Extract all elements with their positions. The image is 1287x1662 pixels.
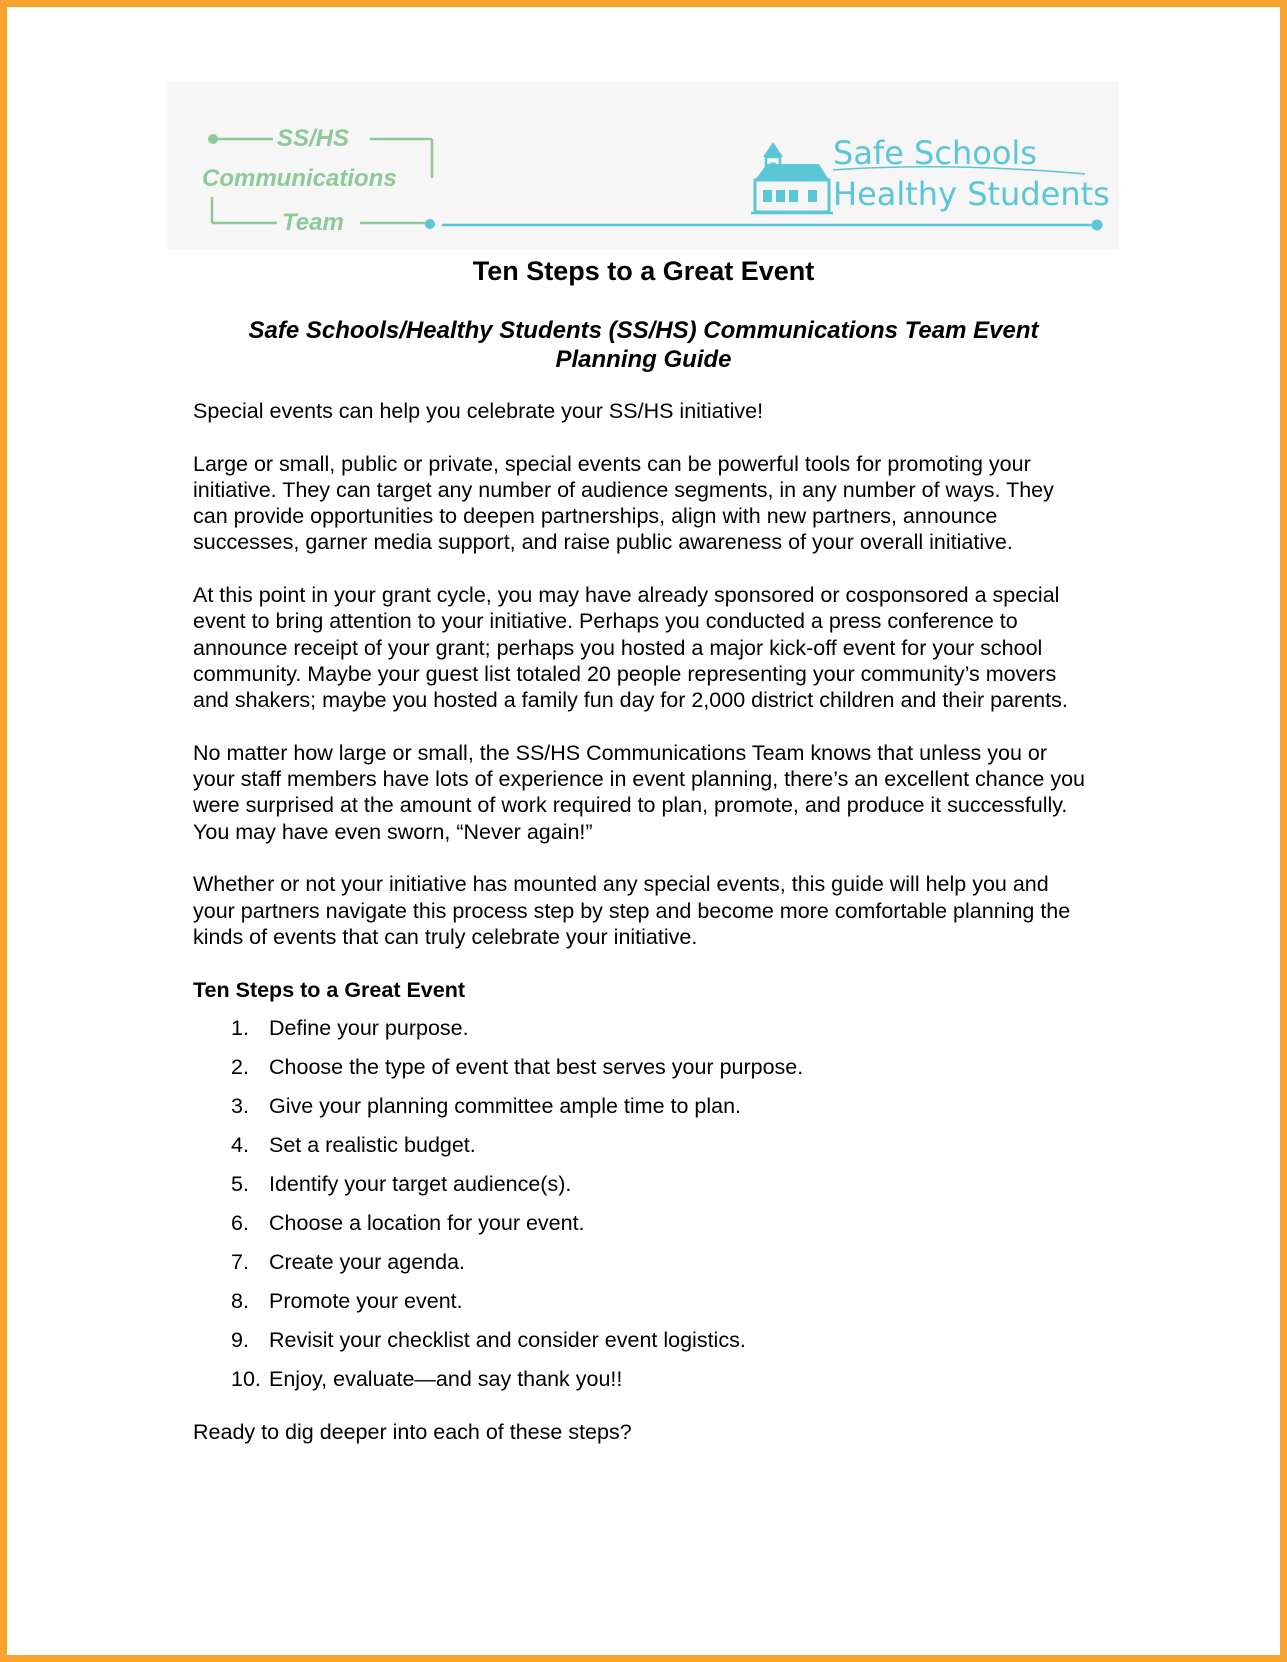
step-text: Choose the type of event that best serves your purpose.: [269, 1054, 804, 1079]
list-item: [231, 1210, 1093, 1249]
step-text: Define your purpose.: [269, 1015, 469, 1040]
paragraph: Special events can help you celebrate your SS/HS initiative!: [193, 399, 764, 423]
list-item: [231, 1054, 1093, 1093]
logo-text-team: Team: [282, 209, 344, 236]
step-text: Promote your event.: [269, 1288, 463, 1313]
paragraph: Large or small, public or private, special events can be powerful tools for promoting your initiative. They can target any number of audience segments, in any number of ways. They can provide opportunities to deepen partnerships, align with new partners, announce successes, garner media support, and raise public awareness of your overall initiative.: [193, 451, 1054, 555]
step-number: 9.: [231, 1327, 249, 1352]
logo-text-communications: Communications: [202, 165, 397, 192]
list-item: [231, 1327, 1093, 1366]
list-item: [231, 1171, 1093, 1210]
list-item: [231, 1093, 1093, 1132]
step-number: 2.: [231, 1054, 249, 1079]
list-item: [231, 1249, 1093, 1288]
step-text: Give your planning committee ample time to plan.: [269, 1093, 742, 1118]
steps-heading: Ten Steps to a Great Event: [193, 977, 466, 1002]
step-number: 4.: [231, 1132, 249, 1157]
document-body: [193, 398, 1093, 1471]
step-number: 6.: [231, 1210, 249, 1235]
paragraph: At this point in your grant cycle, you may have already sponsored or cosponsored a special event to bring attention to your initiative. Perhaps you conducted a press conference to announce receipt of your grant; perhaps you hosted a major kick-off event for your school community. Maybe your guest list totaled 20 people representing your community’s movers and shakers; maybe you hosted a family fun day for 2,000 district children and their parents.: [193, 583, 1068, 713]
step-number: 10.: [231, 1366, 261, 1391]
step-number: 8.: [231, 1288, 249, 1313]
logo-text-ss-hs: SS/HS: [277, 125, 350, 152]
steps-list: [193, 1015, 1093, 1405]
dot-icon: [208, 134, 218, 144]
step-text: Set a realistic budget.: [269, 1132, 476, 1157]
step-number: 5.: [231, 1171, 249, 1196]
page-subtitle: Safe Schools/Healthy Students (SS/HS) Communications Team Event Planning Guide: [248, 317, 1039, 373]
list-item: [231, 1015, 1093, 1054]
step-text: Revisit your checklist and consider event logistics.: [269, 1327, 746, 1352]
paragraph: No matter how large or small, the SS/HS Communications Team knows that unless you or your staff members have lots of experience in event planning, there’s an excellent chance you were surprised at the amount of work required to plan, promote, and produce it successfully. You may have even sworn, “Never again!”: [193, 740, 1085, 844]
dot-icon: [1092, 220, 1103, 231]
step-text: Create your agenda.: [269, 1249, 466, 1274]
closing-line: Ready to dig deeper into each of these steps?: [193, 1419, 632, 1444]
step-number: 1.: [231, 1015, 249, 1040]
step-text: Enjoy, evaluate—and say thank you!!: [269, 1366, 623, 1391]
list-item: [231, 1132, 1093, 1171]
dot-icon: [425, 219, 435, 229]
page-title: Ten Steps to a Great Event: [472, 256, 815, 286]
step-number: 7.: [231, 1249, 249, 1274]
step-text: Choose a location for your event.: [269, 1210, 585, 1235]
header-banner: [167, 82, 1119, 250]
logo-text-healthy-students: Healthy Students: [833, 175, 1110, 213]
step-text: Identify your target audience(s).: [269, 1171, 572, 1196]
schoolhouse-icon: [751, 142, 833, 213]
list-item: [231, 1366, 1093, 1405]
step-number: 3.: [231, 1093, 249, 1118]
logo-text-safe-schools: Safe Schools: [833, 134, 1037, 172]
list-item: [231, 1288, 1093, 1327]
paragraph: Whether or not your initiative has mounted any special events, this guide will help you and your partners navigate this process step by step and become more comfortable planning the kinds of events that can truly celebrate your initiative.: [193, 872, 1071, 949]
